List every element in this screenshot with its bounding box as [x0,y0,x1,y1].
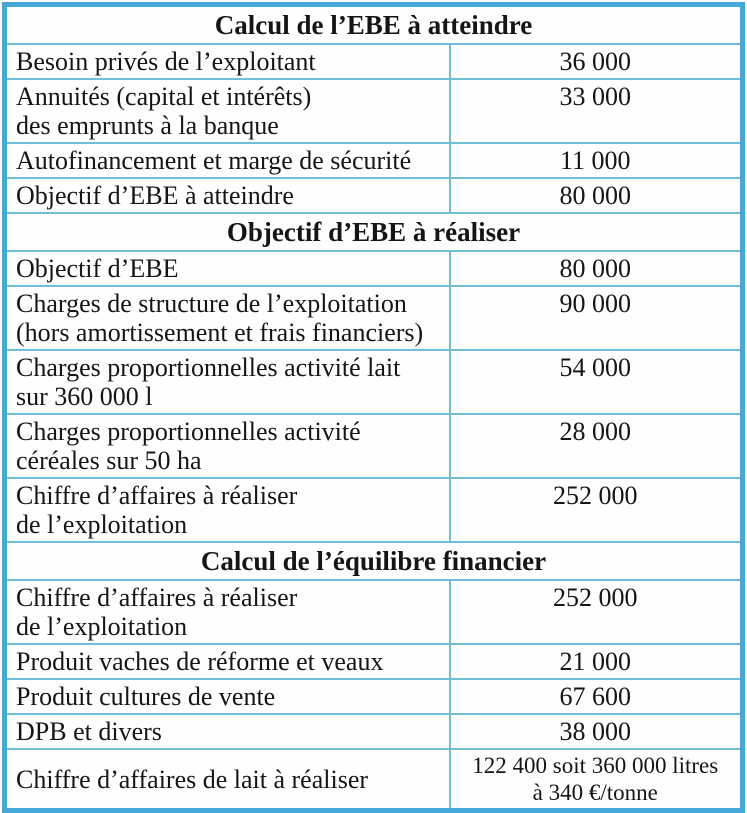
table-row [5,143,743,178]
row-value: 90 000 [450,286,743,350]
section-title: Calcul de l’EBE à atteindre [5,5,743,45]
row-label: Chiffre d’affaires de lait à réaliser [5,749,450,811]
table-row [5,286,743,350]
table-row [5,580,743,644]
section-header-row [5,542,743,580]
table-row [5,44,743,79]
row-value: 11 000 [450,143,743,178]
row-label: Produit vaches de réforme et veaux [5,644,450,679]
row-label: DPB et divers [5,714,450,749]
table-row [5,79,743,143]
table-row [5,679,743,714]
row-value: 122 400 soit 360 000 litres à 340 €/tonne [450,749,743,811]
row-label: Chiffre d’affaires à réaliser de l’exploitation [5,478,450,542]
row-label: Autofinancement et marge de sécurité [5,143,450,178]
table-row [5,178,743,213]
table-row [5,350,743,414]
section-title: Calcul de l’équilibre financier [5,542,743,580]
row-label: Charges proportionnelles activité lait sur 360 000 l [5,350,450,414]
row-label: Chiffre d’affaires à réaliser de l’exploitation [5,580,450,644]
table-row [5,644,743,679]
row-value: 28 000 [450,414,743,478]
section-title: Objectif d’EBE à réaliser [5,213,743,251]
row-value: 80 000 [450,178,743,213]
section-header-row [5,213,743,251]
row-value: 67 600 [450,679,743,714]
row-label: Objectif d’EBE [5,251,450,286]
row-value: 54 000 [450,350,743,414]
row-label: Produit cultures de vente [5,679,450,714]
row-value: 252 000 [450,478,743,542]
table-row [5,749,743,811]
table-row [5,714,743,749]
row-value: 80 000 [450,251,743,286]
row-value: 38 000 [450,714,743,749]
row-value: 36 000 [450,44,743,79]
row-value: 33 000 [450,79,743,143]
financial-table [2,2,745,813]
section-header-row [5,5,743,45]
table-row [5,414,743,478]
row-label: Charges de structure de l’exploitation (hors amortissement et frais financiers) [5,286,450,350]
row-label: Objectif d’EBE à atteindre [5,178,450,213]
row-label: Besoin privés de l’exploitant [5,44,450,79]
row-label: Charges proportionnelles activité céréales sur 50 ha [5,414,450,478]
table-row [5,478,743,542]
table-row [5,251,743,286]
row-label: Annuités (capital et intérêts) des emprunts à la banque [5,79,450,143]
row-value: 21 000 [450,644,743,679]
row-value: 252 000 [450,580,743,644]
